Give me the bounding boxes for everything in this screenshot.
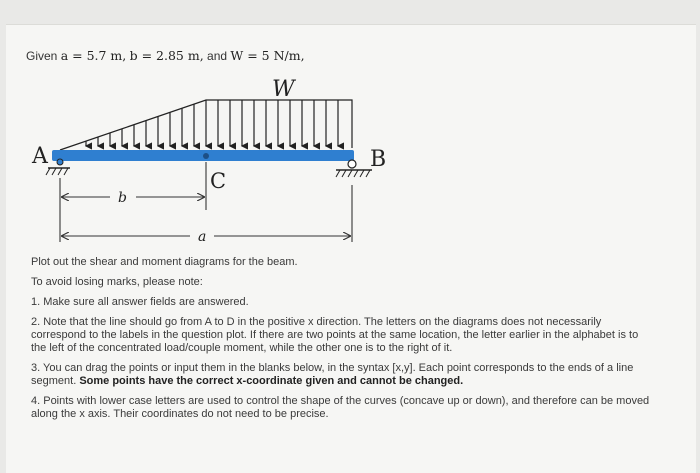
- roller-support-b: [336, 160, 372, 177]
- b-value: b = 2.85 m,: [129, 48, 204, 63]
- instructions: [31, 256, 656, 428]
- a-value: a = 5.7 m,: [60, 48, 127, 63]
- dim-a-label: a: [198, 229, 207, 245]
- note-3: [31, 362, 656, 388]
- beam: [52, 150, 354, 161]
- and-word: and: [207, 49, 228, 63]
- load-label-w: W: [272, 77, 295, 102]
- instruction-intro: Plot out the shear and moment diagrams for the beam.: [31, 256, 298, 268]
- dim-b-label: b: [118, 190, 127, 206]
- note-2: 2. Note that the line should go from A to D in the positive x direction. The letters on the diagrams does not necessarily correspond to the labels in the question plot. If there are two points at the same location, the letter earlier in the alphabet is to the left of the concentrated load/couple moment, while the other one is to the right of it.: [31, 316, 639, 354]
- point-c-marker: [203, 153, 209, 159]
- label-c: C: [210, 169, 227, 193]
- note-3-text: 3. You can drag the points or input them in the blanks below, in the syntax [x,y]. Each point corresponds to the ends of a line segment.: [31, 362, 634, 387]
- pin-support-a: [46, 159, 70, 175]
- instruction-avoid: To avoid losing marks, please note:: [31, 276, 203, 288]
- note-4: 4. Points with lower case letters are used to control the shape of the curves (concave up or down), and therefore can be moved along the x axis. Their coordinates do not need to be precise.: [31, 395, 650, 420]
- label-a: A: [32, 144, 48, 169]
- load-arrows: [86, 100, 338, 146]
- given-prefix: Given: [26, 49, 58, 63]
- note-1: 1. Make sure all answer fields are answered.: [31, 296, 249, 308]
- w-value: W = 5 N/m,: [230, 48, 305, 63]
- note-3-bold: Some points have the correct x-coordinate given and cannot be changed.: [79, 375, 464, 387]
- label-b: B: [370, 147, 387, 172]
